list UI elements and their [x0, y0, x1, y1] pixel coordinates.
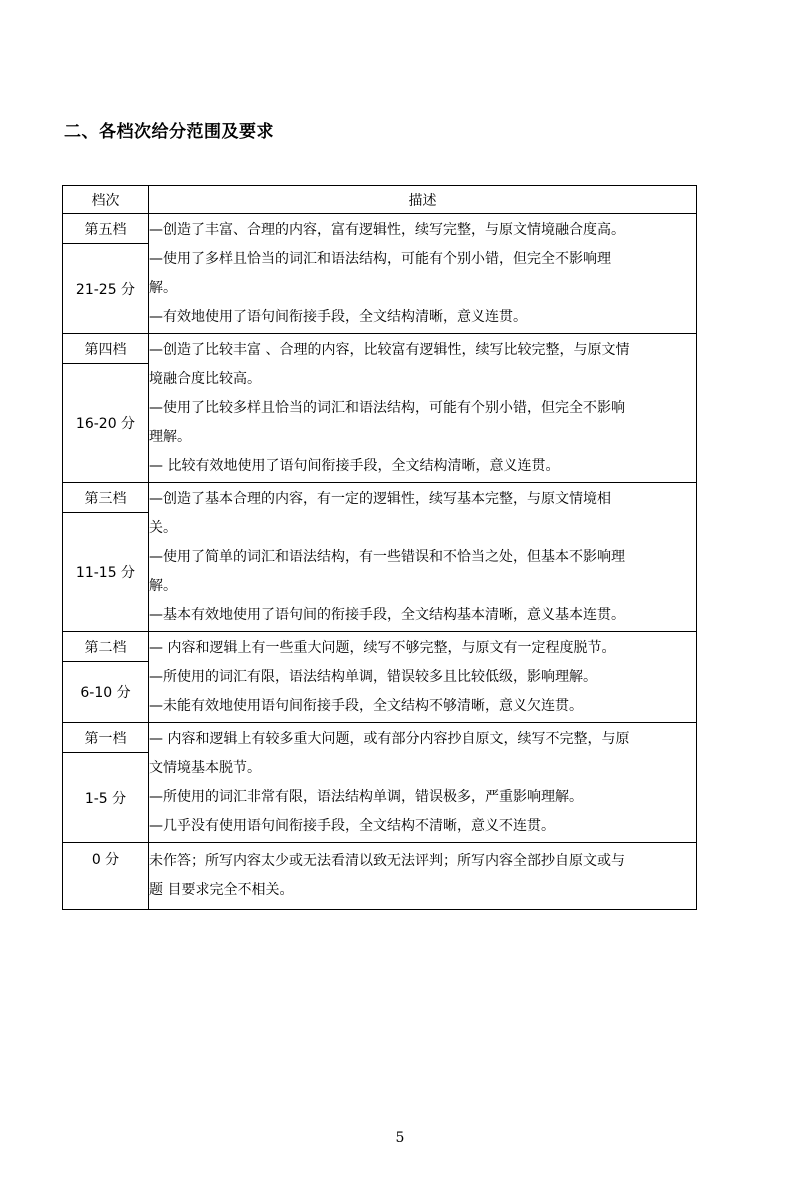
table-row: [63, 483, 697, 513]
description-line: —使用了简单的词汇和语法结构，有一些错误和不恰当之处，但基本不影响理: [149, 548, 625, 565]
table-row: [63, 214, 697, 244]
table-row: [63, 334, 697, 364]
description-line: —有效地使用了语句间衔接手段，全文结构清晰，意义连贯。: [149, 308, 527, 325]
description-line: —所使用的词汇有限，语法结构单调，错误较多且比较低级，影响理解。: [149, 668, 597, 685]
description-cell: [149, 334, 697, 483]
description-line: —未能有效地使用语句间衔接手段，全文结构不够清晰，意义欠连贯。: [149, 697, 583, 714]
level-label: 第三档: [63, 483, 149, 513]
header-level: 档次: [63, 186, 149, 214]
description-line: — 比较有效地使用了语句间衔接手段，全文结构清晰，意义连贯。: [149, 457, 560, 474]
description-cell: [149, 632, 697, 723]
description-line: —所使用的词汇非常有限，语法结构单调，错误极多，严重影响理解。: [149, 788, 583, 805]
description-line: —几乎没有使用语句间衔接手段，全文结构不清晰，意义不连贯。: [149, 817, 555, 834]
description-cell: [149, 214, 697, 334]
description-line: —使用了比较多样且恰当的词汇和语法结构，可能有个别小错，但完全不影响: [149, 399, 625, 416]
grading-table: [62, 185, 697, 910]
score-range: 6-10 分: [63, 662, 149, 723]
score-range: 21-25 分: [63, 244, 149, 334]
header-description: 描述: [149, 186, 697, 214]
table-row: [63, 723, 697, 753]
description-cell: [149, 843, 697, 910]
table-header-row: [63, 186, 697, 214]
description-line: —创造了基本合理的内容，有一定的逻辑性，续写基本完整，与原文情境相: [149, 490, 611, 507]
description-line: 文情境基本脱节。: [149, 759, 261, 776]
description-line: —创造了比较丰富 、合理的内容，比较富有逻辑性，续写比较完整，与原文情: [149, 341, 630, 358]
section-heading: 二、各档次给分范围及要求: [64, 122, 274, 142]
description-line: 境融合度比较高。: [149, 370, 261, 387]
description-line: — 内容和逻辑上有一些重大问题，续写不够完整，与原文有一定程度脱节。: [149, 639, 616, 656]
description-line: 题 目要求完全不相关。: [149, 882, 294, 898]
level-label: 第二档: [63, 632, 149, 662]
description-line: 理解。: [149, 428, 191, 445]
level-label: 第四档: [63, 334, 149, 364]
score-range: 11-15 分: [63, 513, 149, 632]
table-row: [63, 632, 697, 662]
score-range: 1-5 分: [63, 753, 149, 843]
description-line: — 内容和逻辑上有较多重大问题，或有部分内容抄自原文，续写不完整，与原: [149, 730, 630, 747]
description-cell: [149, 483, 697, 632]
level-label: 第五档: [63, 214, 149, 244]
description-line: —基本有效地使用了语句间的衔接手段，全文结构基本清晰，意义基本连贯。: [149, 606, 625, 623]
description-line: 解。: [149, 279, 177, 296]
description-line: —使用了多样且恰当的词汇和语法结构，可能有个别小错，但完全不影响理: [149, 250, 611, 267]
level-label: 第一档: [63, 723, 149, 753]
score-range: 16-20 分: [63, 364, 149, 483]
description-line: —创造了丰富、合理的内容，富有逻辑性，续写完整，与原文情境融合度高。: [149, 221, 625, 238]
description-line: 关。: [149, 519, 177, 536]
level-label: 0 分: [63, 843, 149, 910]
description-cell: [149, 723, 697, 843]
description-line: 未作答；所写内容太少或无法看清以致无法评判；所写内容全部抄自原文或与: [149, 853, 625, 869]
page-number: 5: [395, 1130, 405, 1146]
table-row: [63, 843, 697, 910]
description-line: 解。: [149, 577, 177, 594]
